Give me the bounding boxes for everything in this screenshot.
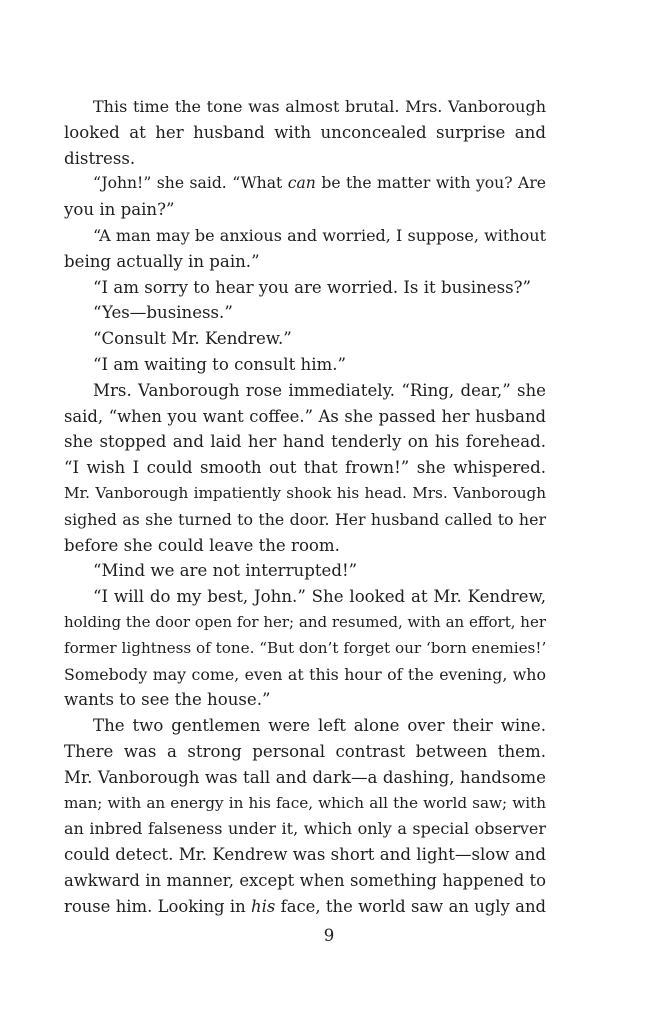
text-line: “Yes—business.” <box>93 303 233 323</box>
text-line: looked at her husband with unconcealed surprise and <box>64 122 546 142</box>
text-segment: be the matter with you? Are <box>315 174 546 193</box>
text-line: said, “when you want coffee.” As she passed her husband <box>64 406 546 426</box>
text-line: Mr. Vanborough was tall and dark—a dashing, handsome <box>64 767 546 787</box>
text-line: “Mind we are not interrupted!” <box>93 561 358 581</box>
text-segment: face, the world saw an ugly and <box>275 896 547 916</box>
text-segment: rouse him. Looking in <box>64 896 252 916</box>
text-line: “I am sorry to hear you are worried. Is it business?” <box>93 277 532 297</box>
text-line: being actually in pain.” <box>64 251 260 271</box>
emphasized-word: can <box>287 174 316 193</box>
text-line: sighed as she turned to the door. Her husband called to her <box>64 509 546 529</box>
text-line: This time the tone was almost brutal. Mrs. Vanborough <box>93 97 546 116</box>
text-line <box>64 894 546 920</box>
text-line: Mrs. Vanborough rose immediately. “Ring, dear,” she <box>93 380 546 400</box>
text-line: an inbred falseness under it, which only a special observer <box>64 819 546 839</box>
text-line: before she could leave the room. <box>64 535 340 555</box>
body-text <box>64 94 546 920</box>
text-line: Somebody may come, even at this hour of the evening, who <box>64 664 546 684</box>
text-line: “I am waiting to consult him.” <box>93 354 347 374</box>
text-line: “I wish I could smooth out that frown!” she whispered. <box>64 458 546 478</box>
text-line: awkward in manner, except when something happened to <box>64 870 546 890</box>
text-line: “Consult Mr. Kendrew.” <box>93 329 292 349</box>
text-segment: “John!” she said. “What <box>93 174 288 193</box>
text-line <box>64 171 546 197</box>
page-number: 9 <box>323 926 335 945</box>
text-line: wants to see the house.” <box>64 690 271 710</box>
text-line: holding the door open for her; and resumed, with an effort, her <box>64 612 546 631</box>
text-line: former lightness of tone. “But don’t forget our ‘born enemies!’ <box>64 638 547 657</box>
emphasized-word: his <box>251 896 276 916</box>
text-line: There was a strong personal contrast between them. <box>64 741 546 761</box>
text-line: distress. <box>64 148 136 168</box>
text-line: she stopped and laid her hand tenderly on his forehead. <box>64 432 546 452</box>
text-line: could detect. Mr. Kendrew was short and light—slow and <box>64 845 546 865</box>
text-line: “I will do my best, John.” She looked at Mr. Kendrew, <box>93 587 546 607</box>
text-line: you in pain?” <box>64 200 175 220</box>
text-line: man; with an energy in his face, which all the world saw; with <box>64 793 546 812</box>
text-line: “A man may be anxious and worried, I suppose, without <box>93 225 546 245</box>
text-line: Mr. Vanborough impatiently shook his head. Mrs. Vanborough <box>64 483 546 502</box>
text-line: The two gentlemen were left alone over their wine. <box>93 716 546 736</box>
